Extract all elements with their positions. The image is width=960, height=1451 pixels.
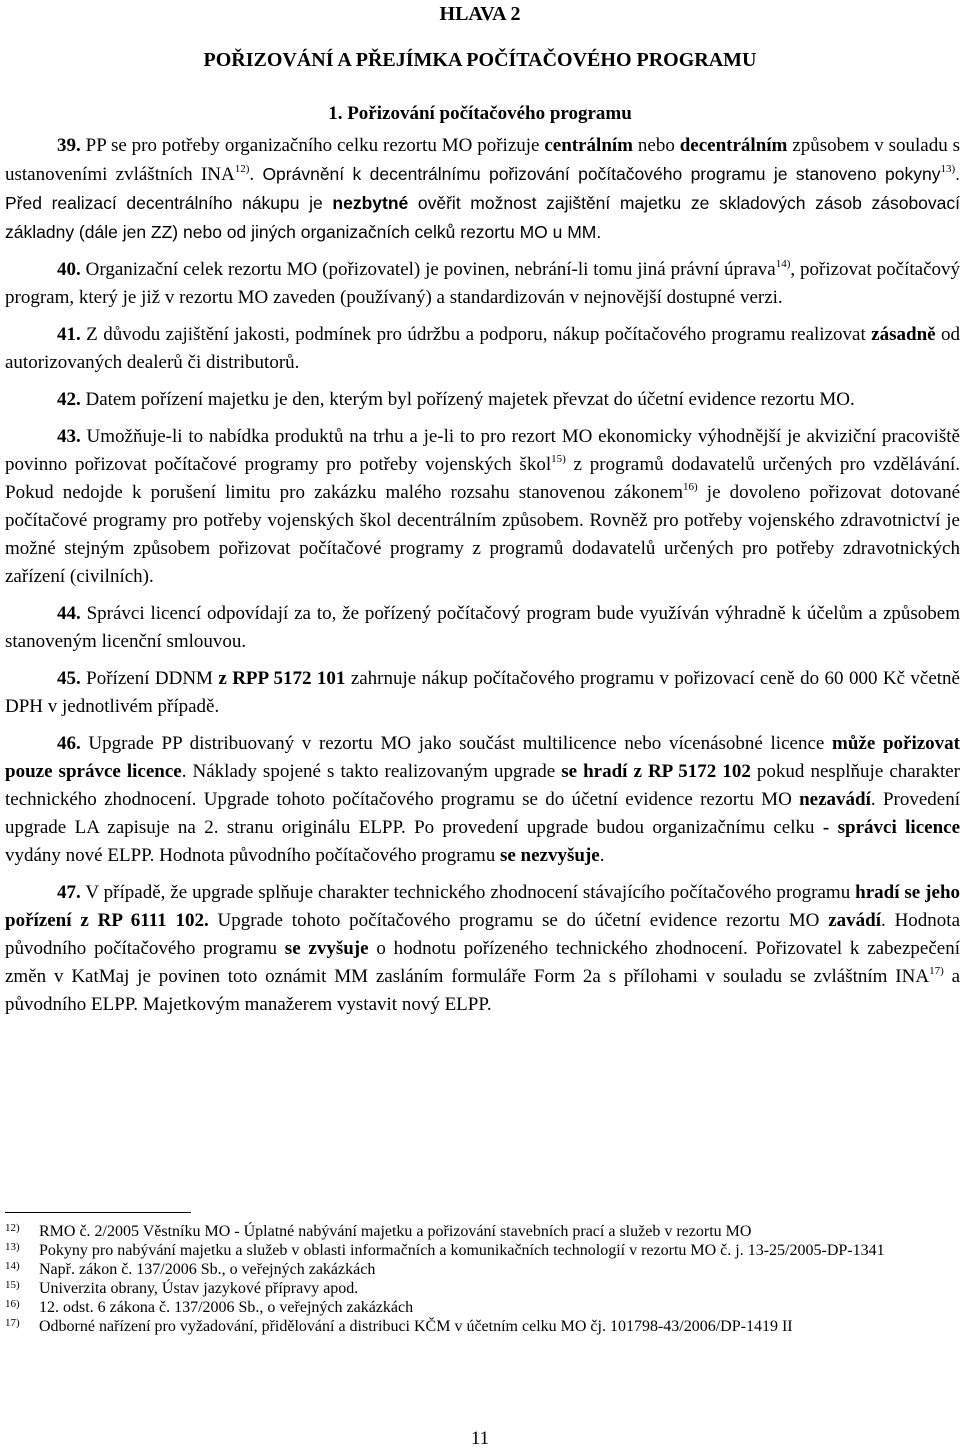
paragraph-number: 42. bbox=[57, 389, 81, 410]
paragraph-text: nebo bbox=[633, 135, 680, 156]
section-heading: 1. Pořizování počítačového programu bbox=[328, 103, 632, 124]
paragraph-number: 46. bbox=[57, 733, 81, 754]
emphasis-text: se hradí z RP 5172 102 bbox=[561, 761, 751, 782]
paragraph-42 bbox=[5, 386, 960, 414]
paragraph-text: , pořizovat počítačový program, který je již v rezortu MO zaveden (používaný) a standardizován v nejnovější dostupné verzi. bbox=[5, 259, 960, 308]
footnote-divider bbox=[5, 1212, 191, 1213]
paragraph-text: Umožňuje-li to nabídka produktů na trhu a je-li to pro rezort MO ekonomicky výhodnější je akviziční pracoviště povinno pořizovat počítačové programy pro potřeby vojenských škol bbox=[5, 426, 960, 475]
footnote-item bbox=[5, 1241, 960, 1260]
footnote-reference: 15) bbox=[551, 453, 566, 465]
footnote-mark: 14) bbox=[5, 1260, 20, 1272]
chapter-title: POŘIZOVÁNÍ A PŘEJÍMKA POČÍTAČOVÉHO PROGRAMU bbox=[203, 49, 757, 71]
emphasis-text: se nezvyšuje bbox=[499, 845, 600, 866]
paragraph-text: Organizační celek rezortu MO (pořizovatel) je povinen, nebrání-li tomu jiná právní úprava bbox=[80, 259, 776, 280]
paragraph-41 bbox=[5, 321, 960, 377]
paragraph-number: 43. bbox=[57, 426, 81, 447]
paragraph-text: . bbox=[955, 164, 960, 184]
emphasis-text: zásadně bbox=[871, 324, 936, 345]
footnote-reference: 13) bbox=[940, 163, 956, 175]
paragraph-text: vydány nové ELPP. Hodnota původního počítačového programu bbox=[5, 845, 500, 866]
emphasis-text: nezbytné bbox=[332, 193, 409, 213]
paragraph-text: . Náklady spojené s takto realizovaným upgrade bbox=[181, 761, 562, 782]
emphasis-text: zavádí bbox=[828, 910, 881, 931]
paragraph-text: Oprávnění k decentrálnímu pořizování počítačového programu je stanoveno pokyny bbox=[262, 164, 941, 184]
footnote-mark: 13) bbox=[5, 1241, 20, 1253]
paragraph-number: 39. bbox=[57, 135, 81, 156]
paragraph-number: 41. bbox=[57, 324, 81, 345]
chapter-heading: HLAVA 2 bbox=[439, 3, 521, 25]
paragraph-text: způsobem v souladu s ustanoveními zvláštních INA bbox=[5, 135, 960, 185]
footnote-reference: 12) bbox=[234, 163, 250, 175]
footnote-item bbox=[5, 1222, 960, 1241]
paragraph-text: o hodnotu pořízeného technického zhodnocení. Pořizovatel k zabezpečení změn v KatMaj je povinen toto oznámit MM zasláním formuláře Form 2a s přílohami v souladu se zvláštním INA bbox=[5, 938, 960, 987]
footnote-text: Pokyny pro nabývání majetku a služeb v oblasti informačních a komunikačních technologií v rezortu MO č. j. 13-25/2005-DP-1341 bbox=[39, 1242, 885, 1259]
paragraph-text: od autorizovaných dealerů či distributorů. bbox=[5, 324, 960, 373]
emphasis-text: se zvyšuje bbox=[284, 938, 369, 959]
footnote-text: 12. odst. 6 zákona č. 137/2006 Sb., o veřejných zakázkách bbox=[39, 1299, 414, 1316]
footnote-reference: 16) bbox=[683, 481, 698, 493]
footnote-reference: 14) bbox=[775, 258, 791, 270]
paragraph-text: z programů dodavatelů určených pro vzdělávání. Pokud nedojde k porušení limitu pro zakázku malého rozsahu stanovenou zákonem bbox=[5, 454, 960, 503]
emphasis-text: decentrálním bbox=[679, 135, 788, 156]
paragraph-text: Datem pořízení majetku je den, kterým byl pořízený majetek převzat do účetní evidence rezortu MO. bbox=[80, 389, 855, 410]
emphasis-text: nezavádí bbox=[799, 789, 871, 810]
footnote-text: Univerzita obrany, Ústav jazykové přípravy apod. bbox=[39, 1280, 359, 1297]
paragraph-text: Upgrade PP distribuovaný v rezortu MO jako součást multilicence nebo vícenásobné licence bbox=[80, 733, 832, 754]
paragraph-43 bbox=[5, 423, 960, 591]
paragraph-text: pokud nesplňuje charakter technického zhodnocení. Upgrade tohoto počítačového programu se do účetní evidence rezortu MO bbox=[5, 761, 960, 810]
paragraph-text: V případě, že upgrade splňuje charakter technického zhodnocení stávajícího počítačového programu bbox=[80, 882, 856, 903]
footnote-text: Odborné nařízení pro vyžadování, přidělování a distribuci KČM v účetním celku MO čj. 101798-43/2006/DP-1419 II bbox=[39, 1318, 793, 1335]
paragraph-text: zahrnuje nákup počítačového programu v pořizovací ceně do 60 000 Kč včetně DPH v jednotlivém případě. bbox=[5, 668, 960, 717]
footnote-item bbox=[5, 1317, 960, 1336]
paragraph-text: Z důvodu zajištění jakosti, podmínek pro údržbu a podporu, nákup počítačového programu realizovat bbox=[80, 324, 872, 345]
emphasis-text: z RPP 5172 101 bbox=[218, 668, 346, 689]
paragraph-text: . bbox=[599, 845, 605, 866]
paragraph-text: Upgrade tohoto počítačového programu se do účetní evidence rezortu MO bbox=[208, 910, 829, 931]
paragraph-40 bbox=[5, 256, 960, 312]
paragraph-39 bbox=[5, 132, 960, 247]
paragraph-text: Pořízení DDNM bbox=[80, 668, 219, 689]
emphasis-text: hradí se jeho pořízení z RP 6111 102. bbox=[5, 882, 960, 931]
paragraph-text: Správci licencí odpovídají za to, že pořízený počítačový program bude využíván výhradně k účelům a způsobem stanoveným licenční smlouvou. bbox=[5, 603, 960, 652]
footnote-item bbox=[5, 1298, 960, 1317]
emphasis-text: může pořizovat pouze správce licence bbox=[5, 733, 960, 782]
paragraph-text: PP se pro potřeby organizačního celku rezortu MO pořizuje bbox=[80, 135, 545, 156]
paragraph-46 bbox=[5, 730, 960, 870]
paragraph-44 bbox=[5, 600, 960, 656]
body-text bbox=[5, 132, 960, 1028]
footnote-reference: 17) bbox=[929, 965, 944, 977]
paragraph-47 bbox=[5, 879, 960, 1019]
footnote-item bbox=[5, 1260, 960, 1279]
paragraph-text: . bbox=[249, 164, 263, 185]
footnote-text: Např. zákon č. 137/2006 Sb., o veřejných zakázkách bbox=[39, 1261, 376, 1278]
paragraph-text: . Provedení upgrade LA zapisuje na 2. stranu originálu ELPP. Po provedení upgrade budou organizačnímu celku bbox=[5, 789, 960, 838]
footnotes bbox=[5, 1222, 960, 1336]
paragraph-number: 44. bbox=[57, 603, 81, 624]
paragraph-45 bbox=[5, 665, 960, 721]
paragraph-text: a původního ELPP. Majetkovým manažerem vystavit nový ELPP. bbox=[5, 966, 960, 1015]
paragraph-text: je dovoleno pořizovat dotované počítačové programy pro potřeby vojenských škol decentrálním způsobem. Rovněž pro potřeby vojenského zdravotnictví je možné stejným způsobem pořizovat počítačové programy z programů dodavatelů určených pro potřeby zdravotnických zařízení (civilních). bbox=[5, 482, 960, 587]
footnote-mark: 12) bbox=[5, 1222, 20, 1234]
emphasis-text: centrálním bbox=[544, 135, 634, 156]
paragraph-number: 40. bbox=[57, 259, 81, 280]
paragraph-text: Před realizací decentrálního nákupu je bbox=[5, 193, 333, 213]
footnote-item bbox=[5, 1279, 960, 1298]
footnote-mark: 17) bbox=[5, 1317, 20, 1329]
paragraph-text: . Hodnota původního počítačového programu bbox=[5, 910, 960, 959]
emphasis-text: - správci licence bbox=[822, 817, 960, 838]
paragraph-number: 45. bbox=[57, 668, 81, 689]
footnote-mark: 15) bbox=[5, 1279, 20, 1291]
page-number: 11 bbox=[470, 1428, 490, 1449]
paragraph-text: ověřit možnost zajištění majetku ze skladových zásob zásobovací základny (dále jen ZZ) nebo od jiných organizačních celků rezortu MO u MM. bbox=[5, 193, 960, 242]
footnote-mark: 16) bbox=[5, 1298, 20, 1310]
paragraph-number: 47. bbox=[57, 882, 81, 903]
footnote-text: RMO č. 2/2005 Věstníku MO - Úplatné nabývání majetku a pořizování stavebních prací a služeb v rezortu MO bbox=[39, 1223, 752, 1240]
